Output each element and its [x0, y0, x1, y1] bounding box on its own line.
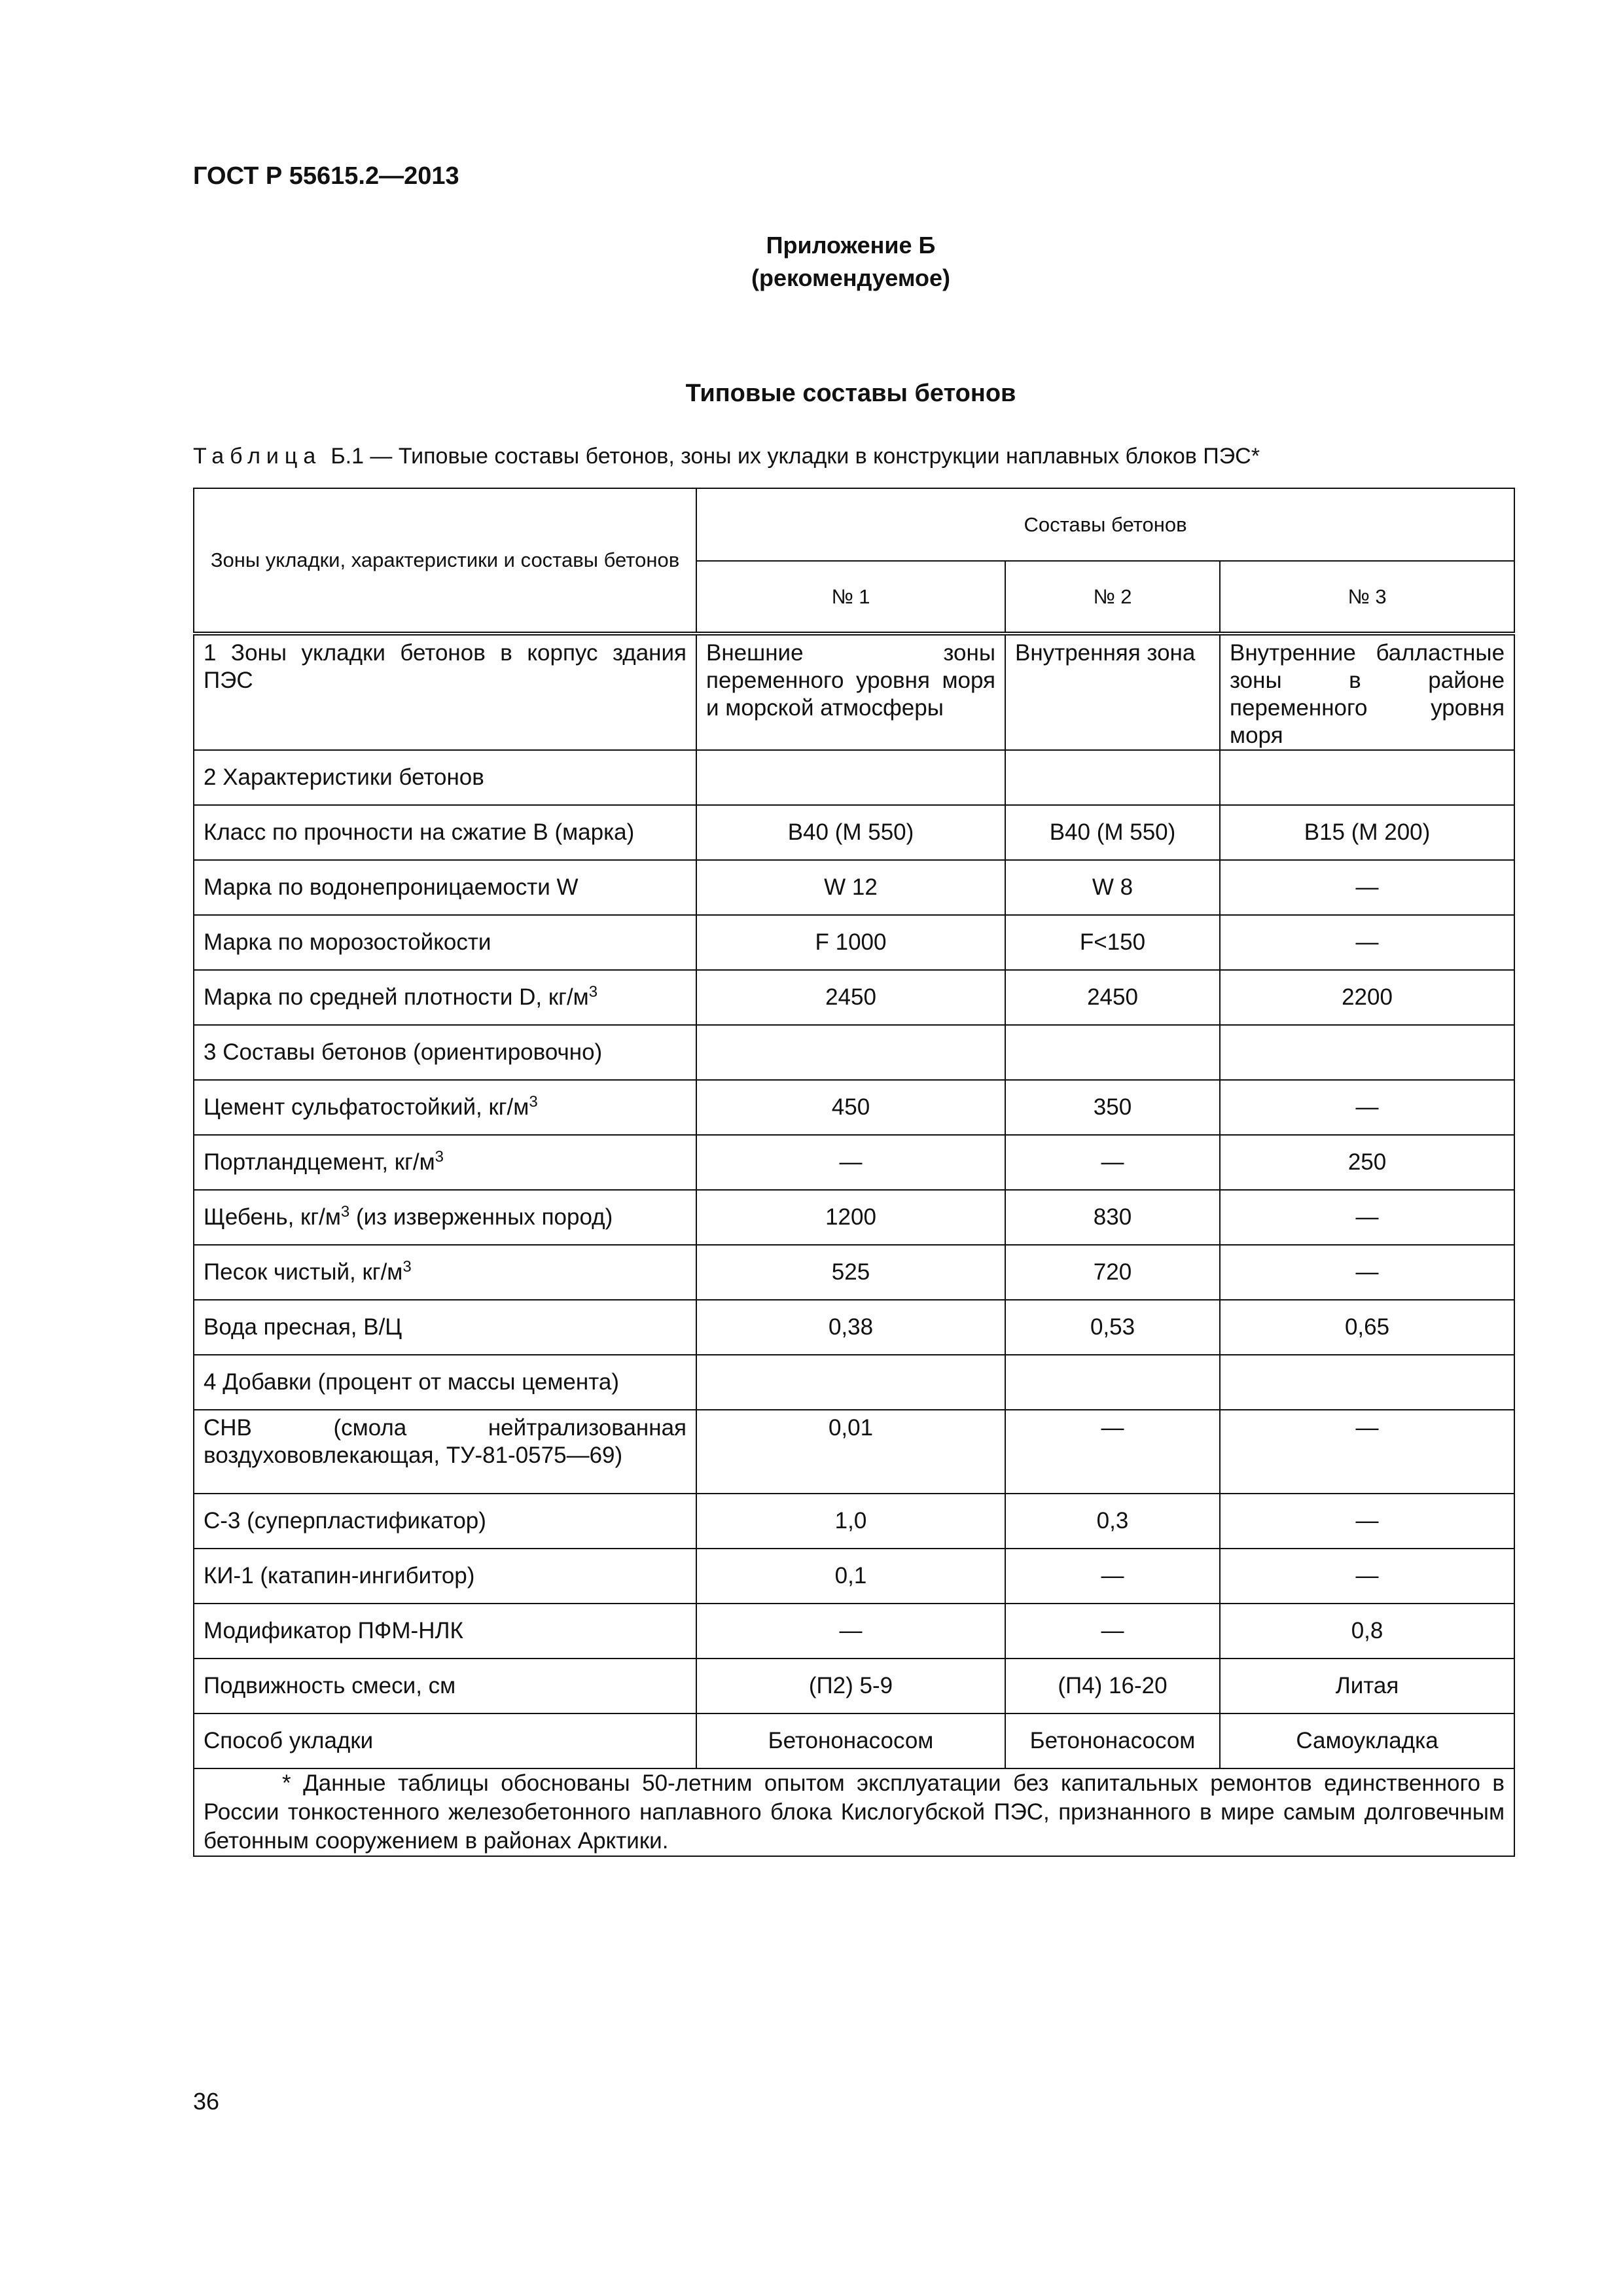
cell-value: 1200 — [696, 1190, 1005, 1245]
superscript: 3 — [435, 1148, 444, 1166]
cell-value: 0,38 — [696, 1300, 1005, 1355]
cell-value: Бетононасосом — [696, 1713, 1005, 1768]
cell-value: W 8 — [1005, 860, 1220, 915]
cell-value: (П2) 5-9 — [696, 1659, 1005, 1713]
row-label: 1 Зоны укладки бетонов в корпус здания ПЭС — [194, 634, 696, 750]
cell-value: 0,65 — [1220, 1300, 1514, 1355]
cell-value: Внешние зоны переменного уровня моря и морской атмосферы — [696, 634, 1005, 750]
table-row — [194, 1410, 1514, 1494]
page-number: 36 — [193, 2088, 220, 2115]
footnote-text: * Данные таблицы обоснованы 50-летним опытом эксплуатации без капитальных ремонтов единственного в России тонкостенного железобетонного наплавного блока Кислогубской ПЭС, признанного в мире самым долговечным бетонным сооружением в районах Арктики. — [204, 1770, 1505, 1854]
cell-value: 0,3 — [1005, 1494, 1220, 1549]
cell-value: 350 — [1005, 1080, 1220, 1135]
section-label: 4 Добавки (процент от массы цемента) — [194, 1355, 696, 1410]
cell-value: 720 — [1005, 1245, 1220, 1300]
table-row-zones — [194, 634, 1514, 750]
table-row — [194, 970, 1514, 1025]
row-label: Подвижность смеси, см — [194, 1659, 696, 1713]
cell-value: Литая — [1220, 1659, 1514, 1713]
superscript: 3 — [588, 983, 598, 1001]
cell-value: — — [1005, 1604, 1220, 1659]
table-row — [194, 1190, 1514, 1245]
cell-value: В15 (М 200) — [1220, 805, 1514, 860]
cell-value: W 12 — [696, 860, 1005, 915]
header-zones-characteristics: Зоны укладки, характеристики и составы бетонов — [194, 488, 696, 634]
cell-value: В40 (М 550) — [1005, 805, 1220, 860]
cell-value: 1,0 — [696, 1494, 1005, 1549]
table-row — [194, 1135, 1514, 1190]
cell-value: Внутренние балластные зоны в районе переменного уровня моря — [1220, 634, 1514, 750]
cell-value: — — [1220, 1549, 1514, 1604]
cell-value: F 1000 — [696, 915, 1005, 970]
table-row — [194, 1713, 1514, 1768]
table-row — [194, 1549, 1514, 1604]
table-row — [194, 860, 1514, 915]
row-label: Способ укладки — [194, 1713, 696, 1768]
cell-value: F<150 — [1005, 915, 1220, 970]
superscript: 3 — [402, 1258, 412, 1276]
table-row-section — [194, 1355, 1514, 1410]
header-compositions-group: Составы бетонов — [696, 488, 1514, 561]
superscript: 3 — [529, 1093, 538, 1111]
table-row-section — [194, 750, 1514, 805]
superscript: 3 — [340, 1203, 350, 1221]
row-label — [194, 1080, 696, 1135]
section-label: 3 Составы бетонов (ориентировочно) — [194, 1025, 696, 1080]
cell-value: (П4) 16-20 — [1005, 1659, 1220, 1713]
row-label: Вода пресная, В/Ц — [194, 1300, 696, 1355]
table-footnote-row — [194, 1768, 1514, 1856]
header-composition-3: № 3 — [1220, 561, 1514, 634]
cell-value: 0,8 — [1220, 1604, 1514, 1659]
row-label-text: Цемент сульфатостойкий, кг/м — [204, 1094, 529, 1120]
cell-value: 0,01 — [696, 1410, 1005, 1494]
table-row — [194, 915, 1514, 970]
cell-value: 830 — [1005, 1190, 1220, 1245]
cell-value: В40 (М 550) — [696, 805, 1005, 860]
cell-value: 0,1 — [696, 1549, 1005, 1604]
cell-value: — — [1220, 860, 1514, 915]
standard-code: ГОСТ Р 55615.2—2013 — [193, 162, 459, 190]
cell-value: — — [1005, 1135, 1220, 1190]
cell-value: 2450 — [696, 970, 1005, 1025]
cell-value: 525 — [696, 1245, 1005, 1300]
row-label-text: Марка по средней плотности D, кг/м — [204, 984, 589, 1010]
row-label-text: Щебень, кг/м — [204, 1204, 341, 1230]
row-label: Марка по морозостойкости — [194, 915, 696, 970]
row-label — [194, 1245, 696, 1300]
cell-value: — — [1220, 1190, 1514, 1245]
row-label-text: Песок чистый, кг/м — [204, 1259, 403, 1285]
table-row-section — [194, 1025, 1514, 1080]
table-row — [194, 1659, 1514, 1713]
cell-value: — — [696, 1604, 1005, 1659]
annex-status: (рекомендуемое) — [751, 264, 950, 291]
cell-value: 2200 — [1220, 970, 1514, 1025]
cell-value: — — [1220, 1245, 1514, 1300]
table-row — [194, 1604, 1514, 1659]
cell-value: — — [1220, 1080, 1514, 1135]
row-label: С-3 (суперпластификатор) — [194, 1494, 696, 1549]
cell-value: 450 — [696, 1080, 1005, 1135]
table-row — [194, 1300, 1514, 1355]
table-caption-word: Таблица — [193, 444, 322, 469]
table-row — [194, 805, 1514, 860]
section-title: Типовые составы бетонов — [685, 380, 1016, 407]
row-label-text: Портландцемент, кг/м — [204, 1149, 435, 1175]
cell-value: — — [1220, 1494, 1514, 1549]
row-label — [194, 970, 696, 1025]
row-label — [194, 1190, 696, 1245]
row-label: СНВ (смола нейтрализованная воздухововлекающая, ТУ-81-0575—69) — [194, 1410, 696, 1494]
row-label: Класс по прочности на сжатие В (марка) — [194, 805, 696, 860]
cell-value: — — [1220, 915, 1514, 970]
concrete-compositions-table — [193, 488, 1515, 1857]
table-row — [194, 1245, 1514, 1300]
cell-value: — — [1005, 1410, 1220, 1494]
cell-value: — — [1220, 1410, 1514, 1494]
header-composition-1: № 1 — [696, 561, 1005, 634]
table-row — [194, 1080, 1514, 1135]
cell-value: Самоукладка — [1220, 1713, 1514, 1768]
cell-value: 250 — [1220, 1135, 1514, 1190]
row-label — [194, 1135, 696, 1190]
table-footnote — [194, 1768, 1514, 1856]
cell-value: 2450 — [1005, 970, 1220, 1025]
cell-value: Внутренняя зона — [1005, 634, 1220, 750]
header-composition-2: № 2 — [1005, 561, 1220, 634]
annex-heading — [0, 229, 1623, 295]
row-label: Модификатор ПФМ-НЛК — [194, 1604, 696, 1659]
table-caption — [193, 444, 1260, 469]
cell-value: — — [1005, 1549, 1220, 1604]
cell-value: — — [696, 1135, 1005, 1190]
row-label-suffix: (из изверженных пород) — [349, 1204, 613, 1230]
cell-value: 0,53 — [1005, 1300, 1220, 1355]
table-caption-text: Б.1 — Типовые составы бетонов, зоны их укладки в конструкции наплавных блоков ПЭС* — [330, 444, 1260, 469]
row-label: КИ-1 (катапин-ингибитор) — [194, 1549, 696, 1604]
cell-value: Бетононасосом — [1005, 1713, 1220, 1768]
row-label: Марка по водонепроницаемости W — [194, 860, 696, 915]
table-row — [194, 1494, 1514, 1549]
annex-title: Приложение Б — [766, 232, 936, 259]
section-label: 2 Характеристики бетонов — [194, 750, 696, 805]
